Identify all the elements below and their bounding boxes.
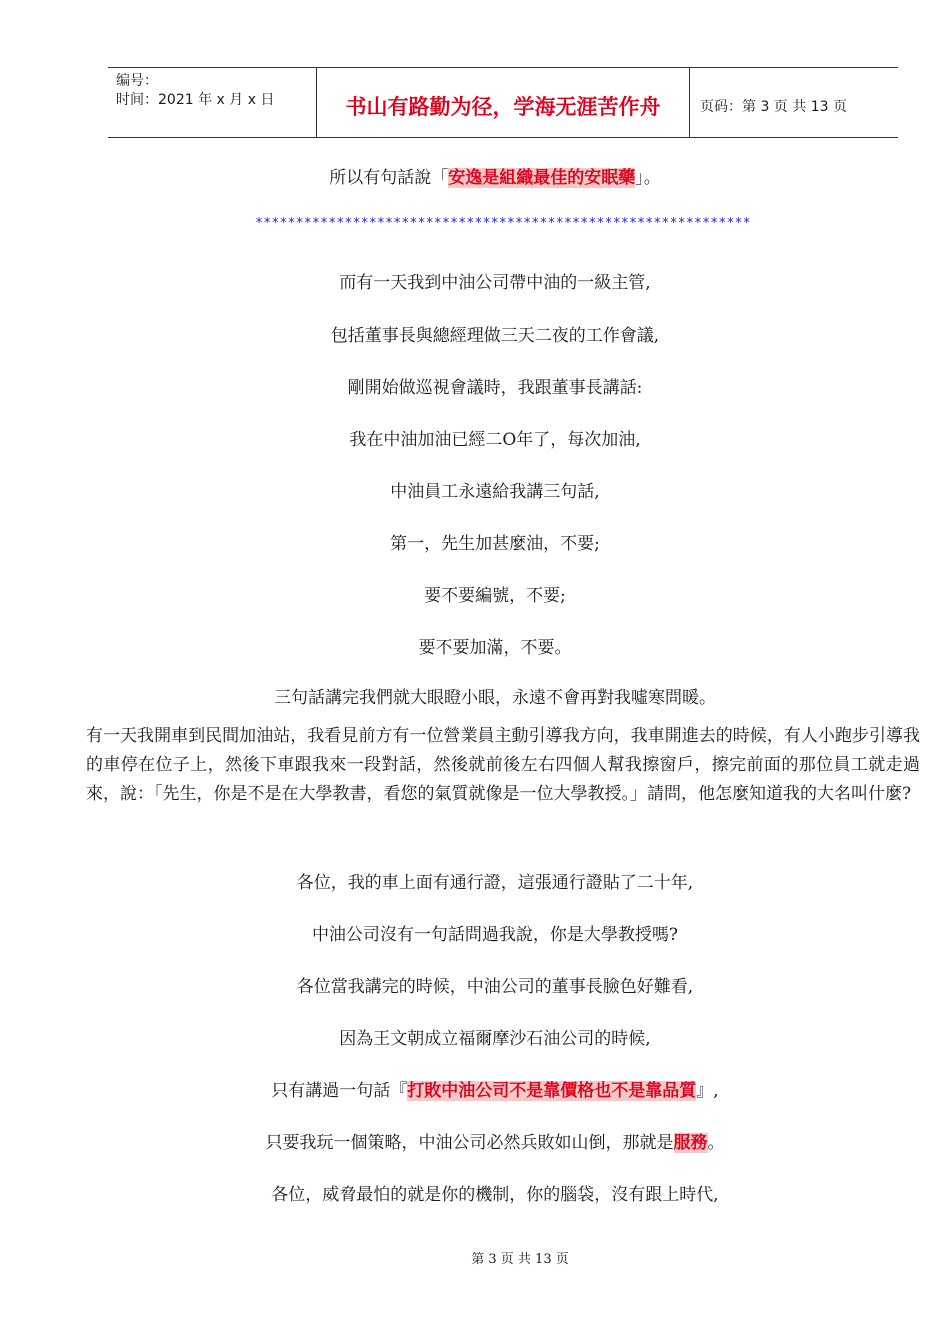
quote-suffix: 」。 xyxy=(635,168,661,188)
service-suffix: 。 xyxy=(707,1133,725,1153)
body-line: 中油員工永遠給我講三句話, xyxy=(390,482,600,502)
body-line: 包括董事長與總經理做三天二夜的工作會議, xyxy=(330,326,660,346)
body-paragraph: 有一天我開車到民間加油站，我看見前方有一位營業員主動引導我方向，我車開進去的時候，有人小跑步引導我的車停在位子上，然後下車跟我來一段對話，然後就前後左右四個人幫我擦窗戶，擦完前面的那位員工就走過來，說：「先生，你是不是在大學教書，看您的氣質就像是一位大學教授。」請問，他怎麼知道我的大名叫什麼? xyxy=(86,726,920,804)
body-line: 而有一天我到中油公司帶中油的一級主管, xyxy=(339,273,651,293)
header-motto-cell xyxy=(317,68,690,137)
highlight-suffix: 』, xyxy=(696,1081,719,1101)
header-page-label: 页码：第 3 页 共 13 页 xyxy=(700,98,847,115)
body-line: 各位，我的車上面有通行證，這張通行證貼了二十年, xyxy=(296,873,694,893)
header-number-label: 编号： xyxy=(116,73,158,89)
body-line: 因為王文朝成立福爾摩沙石油公司的時候, xyxy=(339,1029,651,1049)
body-line: 三句話講完我們就大眼瞪小眼，永遠不會再對我噓寒問暖。 xyxy=(274,688,716,708)
body-line: 第一，先生加甚麼油，不要; xyxy=(390,534,600,554)
service-line xyxy=(0,1128,950,1153)
page-footer: 第 3 页 共 13 页 xyxy=(471,1252,569,1267)
body-line: 我在中油加油已經二O年了，每次加油, xyxy=(349,430,641,450)
service-highlight: 服務 xyxy=(673,1133,708,1153)
header-page-cell xyxy=(690,68,898,137)
header-time-label: 时间：2021 年 x 月 x 日 xyxy=(116,92,275,108)
body-line: 要不要加滿，不要。 xyxy=(418,638,572,658)
highlight-text: 打敗中油公司不是靠價格也不是靠品質 xyxy=(407,1081,697,1101)
body-line: 各位當我講完的時候，中油公司的董事長臉色好難看, xyxy=(296,977,694,997)
document-header xyxy=(108,67,898,138)
header-motto: 书山有路勤为径，学海无涯苦作舟 xyxy=(345,93,661,119)
highlight-line xyxy=(0,1076,950,1101)
quote-line xyxy=(0,163,950,188)
header-info-cell xyxy=(108,68,317,137)
body-line: 各位，威脅最怕的就是你的機制，你的腦袋，沒有跟上時代, xyxy=(271,1185,719,1205)
service-prefix: 只要我玩一個策略，中油公司必然兵敗如山倒，那就是 xyxy=(265,1133,674,1153)
separator-stars: ************************************************************* xyxy=(255,216,751,231)
body-line: 要不要編號，不要; xyxy=(424,586,566,606)
body-line: 中油公司沒有一句話問過我說，你是大學教授嗎? xyxy=(311,925,679,945)
highlight-prefix: 只有講過一句話『 xyxy=(271,1081,408,1101)
body-line: 剛開始做巡視會議時，我跟董事長講話: xyxy=(347,378,643,398)
quote-prefix: 所以有句話說「 xyxy=(329,168,449,188)
quote-highlight: 安逸是組織最佳的安眠藥 xyxy=(448,168,636,188)
